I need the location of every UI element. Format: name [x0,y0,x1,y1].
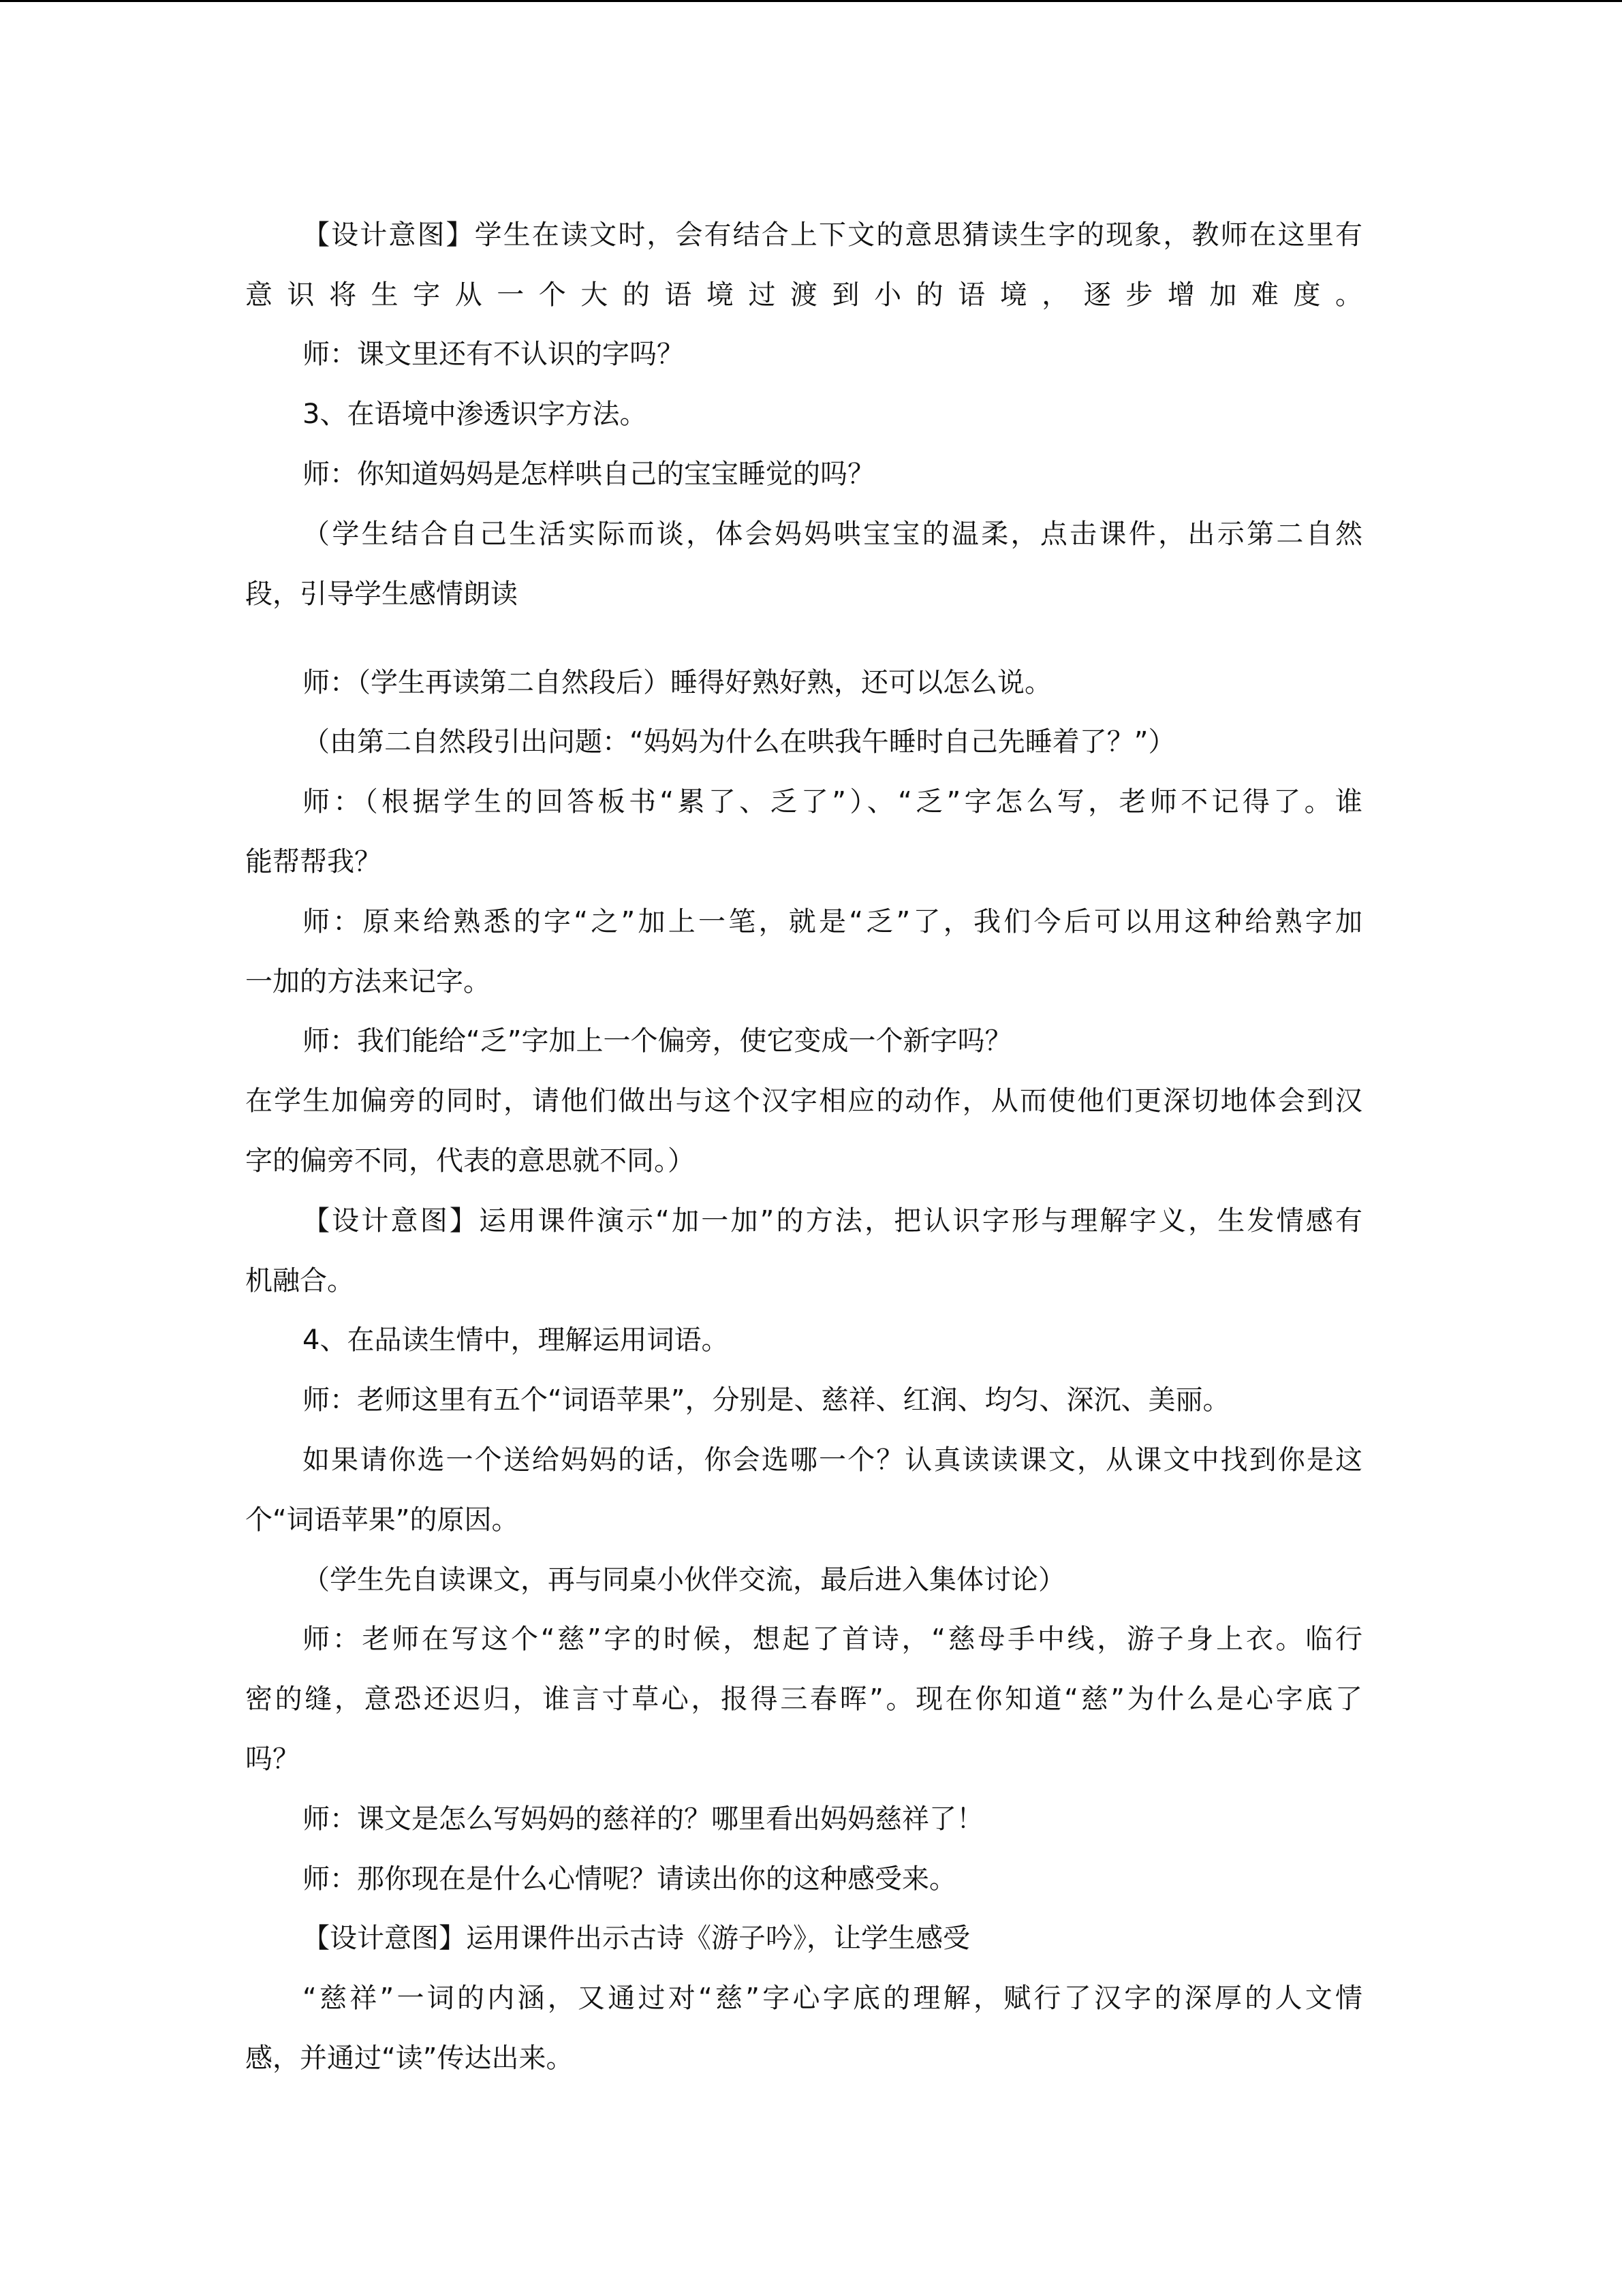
text-line: 能帮帮我？ [245,846,381,878]
text-line: 字的偏旁不同，代表的意思就不同。） [245,1145,695,1177]
text-line: 师：课文里还有不认识的字吗？ [302,339,684,370]
text-line: （学生结合自己生活实际而谈，体会妈妈哄宝宝的温柔，点击课件，出示第二自然 [302,518,1362,550]
text-line: 吗？ [245,1743,300,1775]
text-line: 一加的方法来记字。 [245,966,490,997]
text-line: “慈祥”一词的内涵，又通过对“慈”字心字底的理解，赋行了汉字的深厚的人文情 [302,1983,1362,2014]
text-line: 师：（根据学生的回答板书“累了、乏了”）、“乏”字怎么写，老师不记得了。谁 [302,786,1362,818]
text-line: 感，并通过“读”传达出来。 [245,2043,574,2074]
text-line: 在学生加偏旁的同时，请他们做出与这个汉字相应的动作，从而使他们更深切地体会到汉 [245,1085,1362,1117]
text-line: 意识将生字从一个大的语境过渡到小的语境，逐步增加难度。 [245,279,1362,311]
text-line: 师：我们能给“乏”字加上一个偏旁，使它变成一个新字吗？ [302,1025,1012,1057]
text-line: 师：原来给熟悉的字“之”加上一笔，就是“乏”了，我们今后可以用这种给熟字加 [302,906,1362,937]
text-line: 段，引导学生感情朗读 [245,578,518,610]
text-line: 4、在品读生情中，理解运用词语。 [302,1324,729,1356]
text-line: 师：课文是怎么写妈妈的慈祥的？哪里看出妈妈慈祥了！ [302,1803,984,1835]
text-line: 师：（学生再读第二自然段后）睡得好熟好熟，还可以怎么说。 [302,667,1052,698]
text-line: 师：老师在写这个“慈”字的时候，想起了首诗，“慈母手中线，游子身上衣。临行 [302,1624,1362,1655]
text-line: 个“词语苹果”的原因。 [245,1504,519,1536]
text-line: （由第二自然段引出问题：“妈妈为什么在哄我午睡时自己先睡着了？”） [302,726,1176,758]
text-line: 机融合。 [245,1265,354,1297]
text-line: 密的缝，意恐还迟归，谁言寸草心，报得三春晖”。现在你知道“慈”为什么是心字底了 [245,1684,1362,1715]
text-line: 【设计意图】学生在读文时，会有结合上下文的意思猜读生字的现象，教师在这里有 [302,219,1362,251]
text-line: 如果请你选一个送给妈妈的话，你会选哪一个？认真读读课文，从课文中找到你是这 [302,1444,1362,1476]
text-line: 师：老师这里有五个“词语苹果”，分别是、慈祥、红润、均匀、深沉、美丽。 [302,1384,1230,1416]
text-line: 【设计意图】运用课件演示“加一加”的方法，把认识字形与理解字义，生发情感有 [302,1205,1362,1237]
text-line: 【设计意图】运用课件出示古诗《游子吟》，让学生感受 [302,1923,970,1954]
text-line: （学生先自读课文，再与同桌小伙伴交流，最后进入集体讨论） [302,1564,1065,1596]
text-line: 师：那你现在是什么心情呢？请读出你的这种感受来。 [302,1863,956,1895]
document-page [245,2,1362,2296]
text-line: 3、在语境中渗透识字方法。 [302,399,647,430]
text-line: 师：你知道妈妈是怎样哄自己的宝宝睡觉的吗？ [302,459,875,490]
